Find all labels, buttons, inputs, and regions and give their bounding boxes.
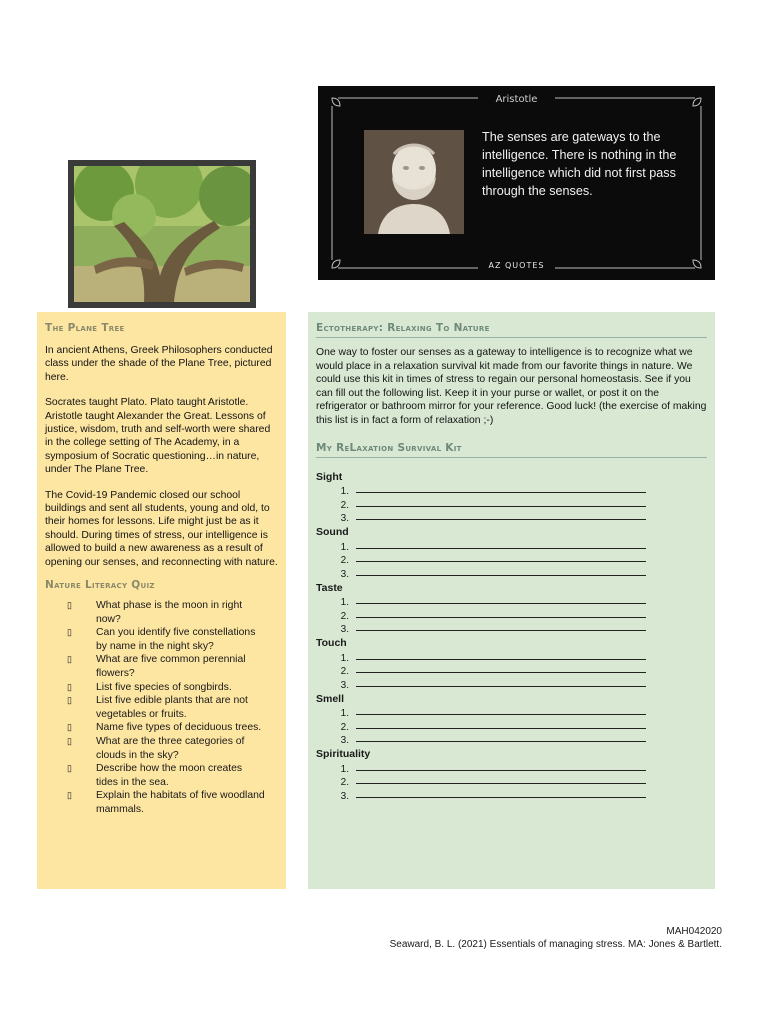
write-in-line[interactable] bbox=[356, 671, 646, 673]
checkbox-icon: ▯ bbox=[67, 763, 72, 774]
write-in-line[interactable] bbox=[356, 740, 646, 742]
line-number: 1. bbox=[340, 763, 349, 775]
blank-line-item bbox=[316, 706, 707, 720]
checkbox-icon: ▯ bbox=[67, 790, 72, 801]
blank-line-item bbox=[316, 539, 707, 553]
write-in-line[interactable] bbox=[356, 629, 646, 631]
ectotherapy-text: One way to foster our senses as a gateway to intelligence is to recognize what we would place in a relaxation survival kit made from our favorite things in nature. We could use this kit in times of stress to regain our personal homeostasis. See if you can fill out the following list. Keep it in your purse or wallet, or post it on the refrigerator or bathroom mirror for your reference. Good luck! (the exercise of making this list is in fact a form of relaxation ;-) bbox=[316, 347, 707, 426]
sense-section bbox=[316, 470, 707, 525]
line-number: 1. bbox=[340, 708, 349, 720]
line-number: 2. bbox=[340, 721, 349, 733]
blank-line-item bbox=[316, 677, 707, 691]
blank-line-item bbox=[316, 622, 707, 636]
plane-tree-paragraph-3: The Covid-19 Pandemic closed our school buildings and sent all students, young and old, to their homes for lessons. Life might just be as it should. During times of stress, our intelligence is allowed to build a new awareness as a result of opening our senses, and reconnecting with nature. bbox=[45, 489, 278, 568]
sense-section bbox=[316, 692, 707, 747]
survival-kit-heading: My ReLaxation Survival Kit bbox=[316, 442, 707, 458]
quiz-item: ▯ What are the three categories of clouds in the sky? bbox=[67, 736, 245, 761]
azquotes-brand: AZ QUOTES bbox=[488, 261, 545, 270]
blank-line-item bbox=[316, 733, 707, 747]
quote-author: Aristotle bbox=[495, 94, 538, 105]
plane-tree-paragraph-1: In ancient Athens, Greek Philosophers conducted class under the shade of the Plane Tree, pictured here. bbox=[45, 345, 273, 383]
quiz-item: ▯ List five edible plants that are not vegetables or fruits. bbox=[67, 695, 248, 720]
line-number: 3. bbox=[340, 735, 349, 747]
bust-image bbox=[364, 130, 464, 234]
quiz-item: ▯ What are five common perennial flowers? bbox=[67, 654, 246, 680]
plane-tree-paragraph-2: Socrates taught Plato. Plato taught Aristotle. Aristotle taught Alexander the Great. Lessons of justice, wisdom, truth and self-worth were shared in the college setting of The Academy, in a symposium of Socratic questioning…in nature, under The Plane Tree. bbox=[45, 397, 271, 476]
line-number: 1. bbox=[340, 541, 349, 553]
line-number: 2. bbox=[340, 499, 349, 511]
line-number: 1. bbox=[340, 597, 349, 609]
ectotherapy-heading: Ectotherapy: Relaxing To Nature bbox=[316, 322, 707, 338]
blank-line-item bbox=[316, 511, 707, 525]
blank-line-item bbox=[316, 650, 707, 664]
sense-section bbox=[316, 636, 707, 691]
quote-text: The senses are gateways to the intelligence. There is nothing in the intelligence which did not first pass through the senses. bbox=[482, 130, 677, 198]
blank-line-item bbox=[316, 497, 707, 511]
blank-line-item bbox=[316, 664, 707, 678]
checkbox-icon: ▯ bbox=[67, 736, 72, 747]
write-in-line[interactable] bbox=[356, 796, 646, 798]
survival-kit-list bbox=[316, 470, 707, 802]
plane-tree-image bbox=[74, 166, 250, 302]
blank-line-item bbox=[316, 608, 707, 622]
sense-label: Touch bbox=[316, 637, 347, 650]
write-in-line[interactable] bbox=[356, 505, 646, 507]
write-in-line[interactable] bbox=[356, 658, 646, 660]
plane-tree-panel bbox=[37, 312, 286, 889]
document-code: MAH042020 bbox=[666, 926, 722, 937]
checkbox-icon: ▯ bbox=[67, 722, 72, 733]
nature-quiz-heading: Nature Literacy Quiz bbox=[45, 579, 155, 592]
sense-label: Taste bbox=[316, 581, 343, 594]
line-number: 3. bbox=[340, 679, 349, 691]
quiz-item: ▯ Explain the habitats of five woodland mammals. bbox=[67, 790, 265, 815]
blank-line-item bbox=[316, 788, 707, 802]
quiz-item: ▯ Describe how the moon creates tides in the sea. bbox=[67, 763, 243, 788]
checkbox-icon: ▯ bbox=[67, 681, 72, 692]
line-number: 2. bbox=[340, 666, 349, 678]
quiz-item: ▯ What phase is the moon in right now? bbox=[67, 600, 243, 625]
blank-line-item bbox=[316, 719, 707, 733]
write-in-line[interactable] bbox=[356, 685, 646, 687]
write-in-line[interactable] bbox=[356, 713, 646, 715]
sense-label: Spirituality bbox=[316, 748, 371, 761]
sense-section bbox=[316, 525, 707, 580]
blank-line-item bbox=[316, 761, 707, 775]
line-number: 1. bbox=[340, 652, 349, 664]
aristotle-bust-portrait bbox=[364, 130, 464, 234]
ectotherapy-panel bbox=[308, 312, 715, 889]
quiz-item: ▯ Can you identify five constellations by name in the night sky? bbox=[67, 627, 256, 652]
blank-line-item bbox=[316, 775, 707, 789]
checkbox-icon: ▯ bbox=[67, 695, 72, 706]
sense-section bbox=[316, 581, 707, 636]
line-number: 2. bbox=[340, 777, 349, 789]
line-number: 3. bbox=[340, 624, 349, 636]
citation: Seaward, B. L. (2021) Essentials of managing stress. MA: Jones & Bartlett. bbox=[389, 939, 722, 950]
checkbox-icon: ▯ bbox=[67, 600, 72, 611]
write-in-line[interactable] bbox=[356, 602, 646, 604]
checkbox-icon: ▯ bbox=[67, 654, 72, 665]
quiz-item: ▯ Name five types of deciduous trees. bbox=[67, 722, 262, 734]
write-in-line[interactable] bbox=[356, 491, 646, 493]
line-number: 3. bbox=[340, 790, 349, 802]
blank-line-item bbox=[316, 484, 707, 498]
plane-tree-heading: The Plane Tree bbox=[45, 322, 125, 334]
aristotle-quote-card bbox=[318, 86, 715, 280]
checkbox-icon: ▯ bbox=[67, 627, 72, 638]
sense-label: Sight bbox=[316, 470, 343, 483]
line-number: 3. bbox=[340, 568, 349, 580]
line-number: 2. bbox=[340, 610, 349, 622]
write-in-line[interactable] bbox=[356, 574, 646, 576]
write-in-line[interactable] bbox=[356, 547, 646, 549]
blank-line-item bbox=[316, 595, 707, 609]
footer bbox=[390, 925, 722, 951]
line-number: 3. bbox=[340, 513, 349, 525]
write-in-line[interactable] bbox=[356, 727, 646, 729]
sense-label: Smell bbox=[316, 692, 345, 705]
line-number: 2. bbox=[340, 555, 349, 567]
write-in-line[interactable] bbox=[356, 782, 646, 784]
blank-line-item bbox=[316, 566, 707, 580]
sense-section bbox=[316, 747, 707, 802]
line-number: 1. bbox=[340, 486, 349, 498]
write-in-line[interactable] bbox=[356, 616, 646, 618]
nature-quiz-list bbox=[45, 599, 278, 817]
plane-tree-photo bbox=[68, 160, 256, 308]
write-in-line[interactable] bbox=[356, 560, 646, 562]
write-in-line[interactable] bbox=[356, 518, 646, 520]
quiz-item: ▯ List five species of songbirds. bbox=[67, 681, 232, 693]
write-in-line[interactable] bbox=[356, 769, 646, 771]
sense-label: Sound bbox=[316, 526, 349, 539]
blank-line-item bbox=[316, 553, 707, 567]
